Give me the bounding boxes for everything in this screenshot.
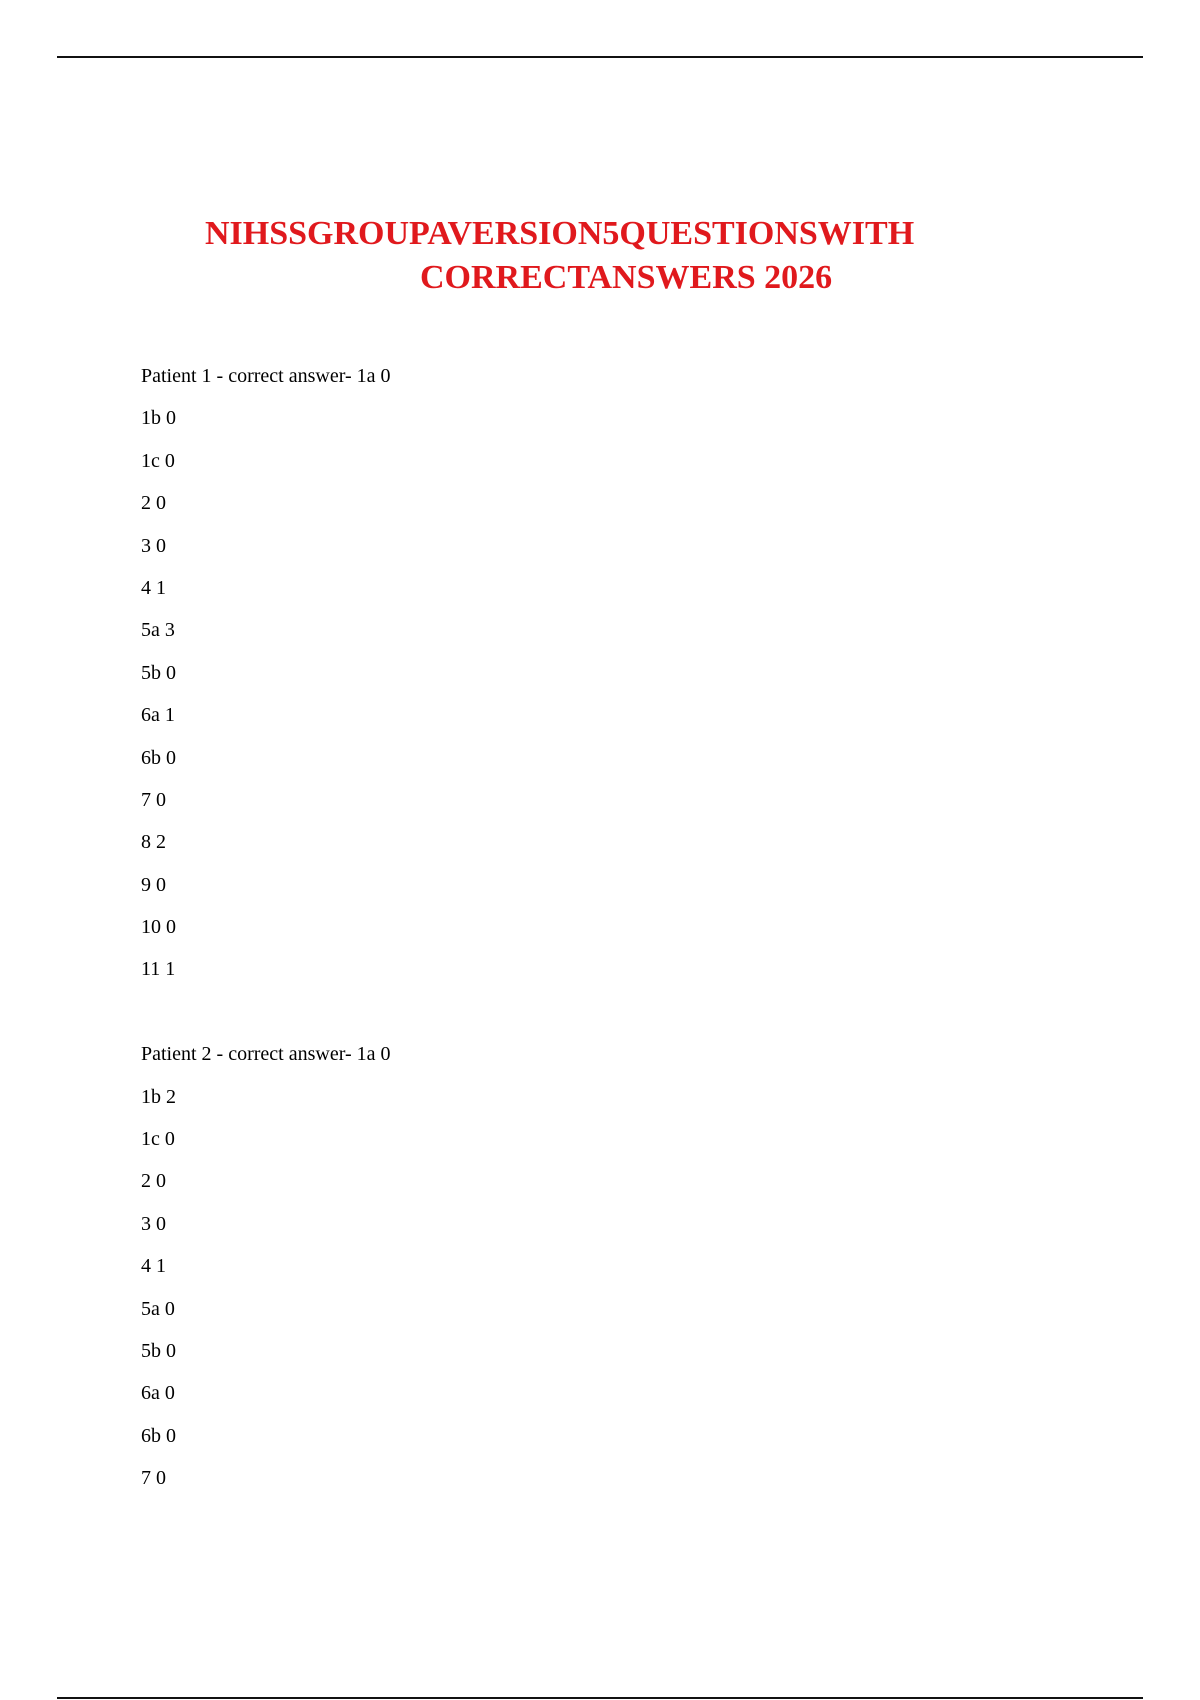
patient-1-item: 5b 0: [141, 661, 176, 684]
patient-1-item: 1c 0: [141, 449, 175, 472]
patient-1-item: 11 1: [141, 958, 176, 981]
patient-2-item: 7 0: [141, 1467, 166, 1490]
patient-1-item: 2 0: [141, 492, 166, 515]
bottom-rule: [57, 1697, 1143, 1699]
patient-1-header: Patient 1 - correct answer- 1a 0: [141, 365, 391, 387]
block-spacer: [141, 991, 1141, 1033]
patient-1-item: 3 0: [141, 534, 166, 557]
patient-1-item: 6a 1: [141, 704, 175, 727]
top-rule: [57, 56, 1143, 58]
patient-2-item: 6b 0: [141, 1424, 176, 1447]
patient-2-block: [141, 1033, 1141, 1499]
patient-1-item: 6b 0: [141, 746, 176, 769]
patient-1-item: 1b 0: [141, 407, 176, 430]
patient-2-item: 1b 2: [141, 1085, 176, 1108]
patient-1-item: 8 2: [141, 831, 166, 854]
document-body: [141, 355, 1141, 1500]
patient-2-header: Patient 2 - correct answer- 1a 0: [141, 1043, 391, 1066]
patient-1-item: 7 0: [141, 788, 166, 811]
patient-1-block: [141, 355, 1141, 991]
title-line-2: CORRECTANSWERS 2026: [420, 259, 833, 296]
title-line-1: NIHSSGROUPAVERSION5QUESTIONSWITH: [205, 215, 915, 252]
patient-1-item: 4 1: [141, 576, 166, 599]
patient-2-item: 4 1: [141, 1255, 166, 1278]
patient-2-item: 6a 0: [141, 1382, 175, 1405]
patient-1-item: 9 0: [141, 873, 166, 896]
patient-2-item: 2 0: [141, 1170, 166, 1193]
patient-2-item: 5a 0: [141, 1297, 175, 1320]
patient-2-item: 1c 0: [141, 1128, 175, 1151]
patient-2-item: 3 0: [141, 1212, 166, 1235]
patient-1-item: 5a 3: [141, 619, 175, 642]
patient-2-item: 5b 0: [141, 1339, 176, 1362]
patient-1-item: 10 0: [141, 916, 176, 939]
